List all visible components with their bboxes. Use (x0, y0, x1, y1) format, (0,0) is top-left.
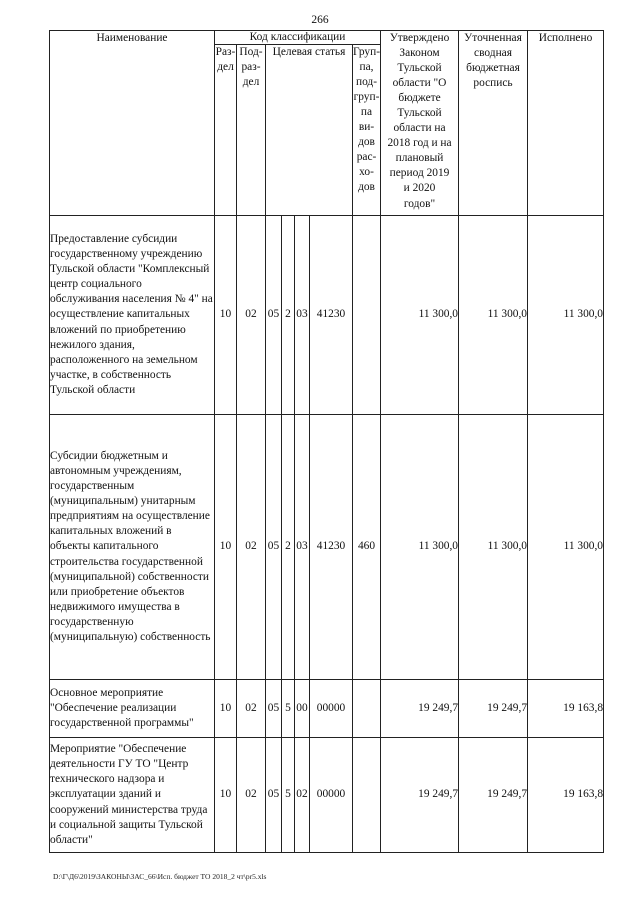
table-row (50, 415, 604, 680)
row-approved: 11 300,0 (381, 415, 459, 680)
row-target-part-3: 02 (295, 738, 310, 853)
row-name: Предоставление субсидии государственному учреждению Тульской области "Комплексный центр социального обслуживания населения № 4" на осуществление капитальных вложений по приобретению нежилого здания, расположенного на земельном участке, в собственность Тульской области (50, 216, 215, 415)
header-target-article: Целевая статья (266, 45, 353, 216)
row-podrazdel: 02 (237, 738, 266, 853)
row-target-part-2: 2 (282, 415, 295, 680)
row-target-part-2: 5 (282, 680, 295, 738)
header-row-1 (50, 31, 604, 45)
header-code-classification: Код классификации (215, 31, 381, 45)
row-podrazdel: 02 (237, 680, 266, 738)
row-podrazdel: 02 (237, 216, 266, 415)
row-razdel: 10 (215, 216, 237, 415)
row-target-part-1: 05 (266, 415, 282, 680)
table-row (50, 216, 604, 415)
row-executed: 19 163,8 (528, 680, 604, 738)
header-name: Наименование (50, 31, 215, 216)
page-number: 266 (311, 14, 329, 26)
file-path-footer: D:\Г\Д6\2019\ЗАКОНЫ\ЗАС_66\Исп. бюджет ТО 2018_2 чт\pr5.xls (53, 872, 267, 881)
header-razdel: Раз- дел (215, 45, 237, 216)
row-refined: 11 300,0 (459, 216, 528, 415)
row-executed: 11 300,0 (528, 216, 604, 415)
row-name: Мероприятие "Обеспечение деятельности ГУ ТО "Центр технического надзора и эксплуатации зданий и сооружений министерства труда и социальной защиты Тульской области" (50, 738, 215, 853)
row-target-part-1: 05 (266, 680, 282, 738)
row-refined: 19 249,7 (459, 738, 528, 853)
row-target-part-4: 00000 (310, 680, 353, 738)
row-executed: 19 163,8 (528, 738, 604, 853)
row-target-part-4: 00000 (310, 738, 353, 853)
row-podrazdel: 02 (237, 415, 266, 680)
row-approved: 11 300,0 (381, 216, 459, 415)
row-target-part-1: 05 (266, 216, 282, 415)
row-target-part-4: 41230 (310, 216, 353, 415)
row-approved: 19 249,7 (381, 738, 459, 853)
row-razdel: 10 (215, 680, 237, 738)
table-row (50, 680, 604, 738)
row-group: 460 (353, 415, 381, 680)
row-group (353, 216, 381, 415)
row-target-part-3: 03 (295, 216, 310, 415)
row-razdel: 10 (215, 738, 237, 853)
row-refined: 11 300,0 (459, 415, 528, 680)
header-podrazdel: Под- раз- дел (237, 45, 266, 216)
row-target-part-2: 2 (282, 216, 295, 415)
table-row (50, 738, 604, 853)
row-group (353, 680, 381, 738)
budget-table (49, 30, 604, 853)
header-executed: Исполнено (528, 31, 604, 216)
row-target-part-1: 05 (266, 738, 282, 853)
row-target-part-3: 03 (295, 415, 310, 680)
row-refined: 19 249,7 (459, 680, 528, 738)
header-refined: Уточненная сводная бюджетная роспись (459, 31, 528, 216)
header-approved: Утверждено Законом Тульской области "О бюджете Тульской области на 2018 год и на плановый период 2019 и 2020 годов" (381, 31, 459, 216)
row-target-part-3: 00 (295, 680, 310, 738)
row-name: Субсидии бюджетным и автономным учреждениям, государственным (муниципальным) унитарным предприятиям на осуществление капитальных вложений в объекты капитального строительства государственной (муниципальной) собственности или приобретение объектов недвижимого имущества в государственную (муниципальную) собственность (50, 415, 215, 680)
row-group (353, 738, 381, 853)
header-group: Груп- па, под- груп- па ви- дов рас- хо- дов (353, 45, 381, 216)
row-target-part-4: 41230 (310, 415, 353, 680)
row-target-part-2: 5 (282, 738, 295, 853)
row-razdel: 10 (215, 415, 237, 680)
row-name: Основное мероприятие "Обеспечение реализации государственной программы" (50, 680, 215, 738)
row-approved: 19 249,7 (381, 680, 459, 738)
row-executed: 11 300,0 (528, 415, 604, 680)
